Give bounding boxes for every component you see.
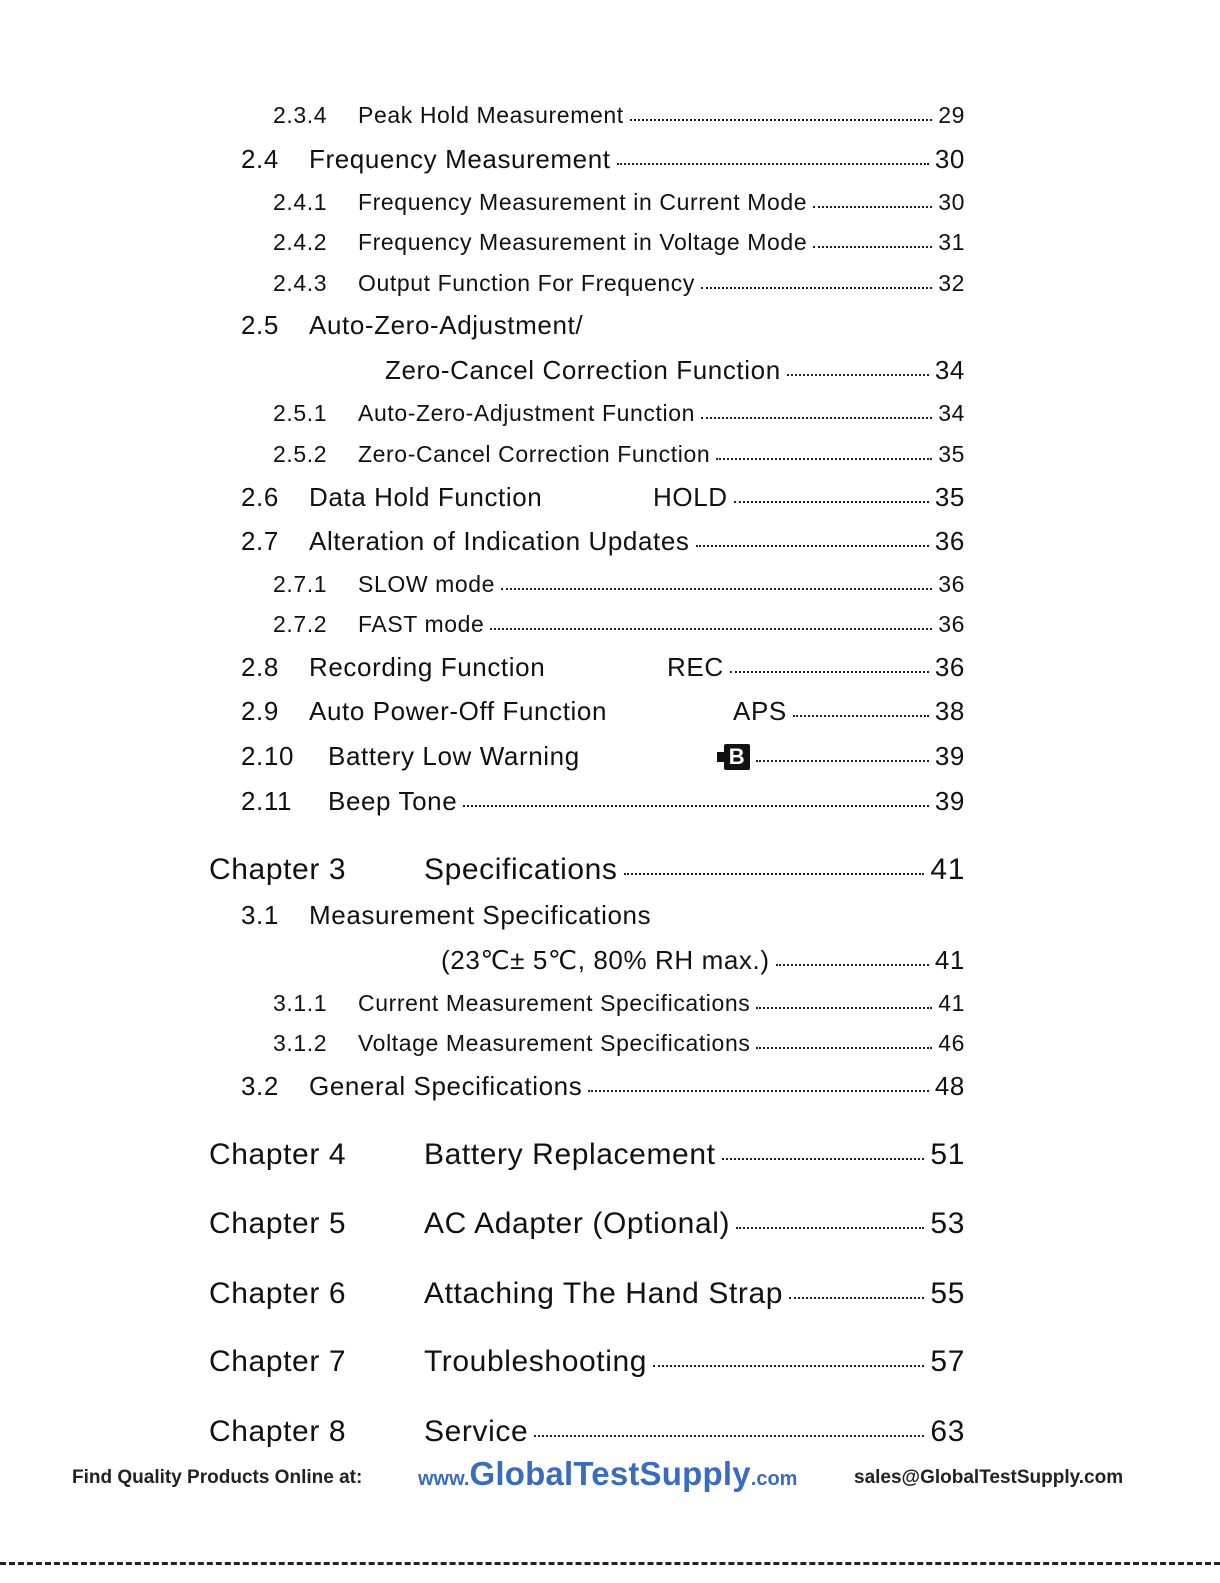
footer-tagline: Find Quality Products Online at:: [72, 1467, 363, 1488]
toc-page: 41: [938, 990, 965, 1016]
toc-entry[interactable]: [241, 741, 965, 772]
toc-chapter[interactable]: [209, 1207, 965, 1241]
toc-number: 2.7.1: [273, 571, 328, 597]
dot-leader: [617, 163, 929, 165]
toc-entry[interactable]: [273, 400, 965, 427]
chapter-title: Battery Replacement: [424, 1138, 716, 1171]
dot-leader: [696, 545, 929, 547]
toc-entry[interactable]: [273, 1030, 965, 1057]
dot-leader: [534, 1435, 924, 1437]
toc-title: Auto-Zero-Adjustment Function: [358, 400, 695, 426]
toc-number: 3.1.2: [273, 1030, 328, 1056]
toc-number: 2.6: [241, 482, 279, 512]
toc-page: 39: [934, 741, 965, 771]
toc-chapter[interactable]: [209, 1138, 965, 1172]
toc-title: Frequency Measurement: [309, 144, 611, 174]
dot-leader: [787, 374, 929, 376]
toc-title: Beep Tone: [328, 786, 458, 816]
toc-title: Output Function For Frequency: [358, 270, 695, 296]
toc-entry-first-line[interactable]: [241, 900, 651, 931]
toc-page: 36: [934, 652, 965, 682]
dot-leader: [734, 501, 929, 503]
dot-leader: [756, 760, 929, 762]
toc-number: 2.4: [241, 144, 279, 174]
toc-entry[interactable]: [241, 696, 965, 727]
website-domain: GlobalTestSupply: [469, 1455, 751, 1492]
chapter-number: Chapter 6: [209, 1277, 347, 1310]
toc-entry[interactable]: [241, 786, 965, 817]
toc-page: 35: [938, 441, 965, 467]
toc-entry[interactable]: [385, 355, 965, 386]
dot-leader: [701, 417, 932, 419]
toc-page: 41: [930, 853, 965, 886]
toc-title: Auto Power-Off Function: [309, 696, 608, 726]
toc-page: 51: [930, 1138, 965, 1171]
chapter-title: Service: [424, 1415, 529, 1448]
toc-chapter[interactable]: [209, 1415, 965, 1449]
toc-entry[interactable]: [273, 189, 965, 216]
toc-page: 39: [934, 786, 965, 816]
toc-page: 32: [938, 270, 965, 296]
dot-leader: [813, 246, 932, 248]
toc-entry[interactable]: [273, 229, 965, 256]
toc-page: 30: [934, 144, 965, 174]
chapter-title: Specifications: [424, 853, 618, 886]
toc-entry[interactable]: [241, 1071, 965, 1102]
toc-page: 36: [938, 611, 965, 637]
toc-page: 41: [934, 945, 965, 975]
toc-number: 2.4.2: [273, 229, 328, 255]
toc-number: 2.7: [241, 526, 279, 556]
toc-number: 2.7.2: [273, 611, 328, 637]
toc-entry[interactable]: [273, 571, 965, 598]
chapter-title: AC Adapter (Optional): [424, 1207, 731, 1240]
toc-title: Frequency Measurement in Voltage Mode: [358, 229, 808, 255]
toc-page: 38: [934, 696, 965, 726]
toc-title: Peak Hold Measurement: [358, 102, 624, 128]
dot-leader: [722, 1158, 925, 1160]
toc-page: 36: [938, 571, 965, 597]
website-suffix: .com: [750, 1468, 798, 1490]
dot-leader: [630, 119, 932, 121]
dot-leader: [716, 458, 932, 460]
toc-number: 2.8: [241, 652, 279, 682]
toc-entry[interactable]: [241, 526, 965, 557]
toc-title: Battery Low Warning: [328, 741, 580, 771]
dot-leader: [736, 1227, 924, 1229]
chapter-title: Troubleshooting: [424, 1345, 648, 1378]
toc-number: 3.1.1: [273, 990, 328, 1016]
toc-chapter[interactable]: [209, 1277, 965, 1311]
toc-page: 36: [934, 526, 965, 556]
toc-number: 3.1: [241, 900, 279, 930]
toc-number: 2.5: [241, 310, 279, 340]
toc-number: 3.2: [241, 1071, 279, 1101]
toc-page: 31: [938, 229, 965, 255]
toc-entry[interactable]: [241, 482, 965, 513]
toc-chapter[interactable]: [209, 1345, 965, 1379]
toc-number: 2.5.2: [273, 441, 328, 467]
toc-number: 2.4.3: [273, 270, 328, 296]
website-prefix: www.: [418, 1468, 470, 1490]
toc-title: General Specifications: [309, 1071, 583, 1101]
toc-entry[interactable]: [273, 611, 965, 638]
dot-leader: [490, 628, 932, 630]
toc-entry[interactable]: [241, 144, 965, 175]
chapter-number: Chapter 5: [209, 1207, 347, 1240]
chapter-number: Chapter 4: [209, 1138, 347, 1171]
chapter-title: Attaching The Hand Strap: [424, 1277, 784, 1310]
dot-leader: [776, 964, 929, 966]
toc-page: 29: [938, 102, 965, 128]
bottom-dashed-border: [0, 1562, 1220, 1565]
toc-number: 2.4.1: [273, 189, 328, 215]
aps-indicator-label: APS: [733, 696, 787, 726]
toc-entry[interactable]: [273, 102, 965, 129]
toc-page: 46: [938, 1030, 965, 1056]
toc-title: Recording Function: [309, 652, 546, 682]
toc-number: 2.11: [241, 786, 293, 816]
toc-page: 53: [930, 1207, 965, 1240]
toc-page: 63: [930, 1415, 965, 1448]
toc-number: 2.10: [241, 741, 295, 771]
toc-entry[interactable]: [241, 652, 965, 683]
toc-page: 34: [938, 400, 965, 426]
toc-number: 2.9: [241, 696, 279, 726]
dot-leader: [813, 206, 932, 208]
footer-banner: [0, 1455, 1220, 1495]
dot-leader: [463, 805, 929, 807]
dot-leader: [756, 1007, 932, 1009]
toc-title: Frequency Measurement in Current Mode: [358, 189, 808, 215]
toc-chapter[interactable]: [209, 853, 965, 887]
toc-entry[interactable]: [273, 990, 965, 1017]
toc-title: Auto-Zero-Adjustment/: [309, 310, 584, 340]
toc-page: 35: [934, 482, 965, 512]
dot-leader: [701, 287, 932, 289]
chapter-number: Chapter 8: [209, 1415, 347, 1448]
toc-page: 57: [930, 1345, 965, 1378]
toc-page: 55: [930, 1277, 965, 1310]
email-link[interactable]: sales@GlobalTestSupply.com: [854, 1467, 1124, 1488]
toc-entry[interactable]: [441, 945, 965, 976]
dot-leader: [624, 873, 925, 875]
website-link[interactable]: [418, 1455, 797, 1493]
toc-entry[interactable]: [273, 270, 965, 297]
toc-title: Voltage Measurement Specifications: [358, 1030, 751, 1056]
toc-title-continued: (23℃± 5℃, 80% RH max.): [441, 945, 770, 975]
battery-low-icon: B: [724, 744, 750, 770]
chapter-number: Chapter 7: [209, 1345, 347, 1378]
dot-leader: [730, 671, 929, 673]
toc-title: Zero-Cancel Correction Function: [358, 441, 711, 467]
chapter-number: Chapter 3: [209, 853, 347, 886]
toc-title: Current Measurement Specifications: [358, 990, 751, 1016]
toc-title: Data Hold Function: [309, 482, 543, 512]
toc-title: FAST mode: [358, 611, 485, 637]
dot-leader: [653, 1365, 924, 1367]
toc-entry-first-line[interactable]: [241, 310, 583, 341]
toc-page: 48: [934, 1071, 965, 1101]
toc-entry[interactable]: [273, 441, 965, 468]
dot-leader: [501, 588, 932, 590]
dot-leader: [588, 1090, 929, 1092]
toc-number: 2.5.1: [273, 400, 328, 426]
toc-page: 30: [938, 189, 965, 215]
dot-leader: [793, 715, 929, 717]
hold-indicator-label: HOLD: [653, 482, 728, 512]
toc-title: SLOW mode: [358, 571, 496, 597]
toc-title: Alteration of Indication Updates: [309, 526, 690, 556]
dot-leader: [789, 1297, 924, 1299]
toc-title-continued: Zero-Cancel Correction Function: [385, 355, 781, 385]
toc-number: 2.3.4: [273, 102, 328, 128]
rec-indicator-label: REC: [667, 652, 724, 682]
toc-title: Measurement Specifications: [309, 900, 652, 930]
dot-leader: [756, 1047, 932, 1049]
toc-page: 34: [934, 355, 965, 385]
